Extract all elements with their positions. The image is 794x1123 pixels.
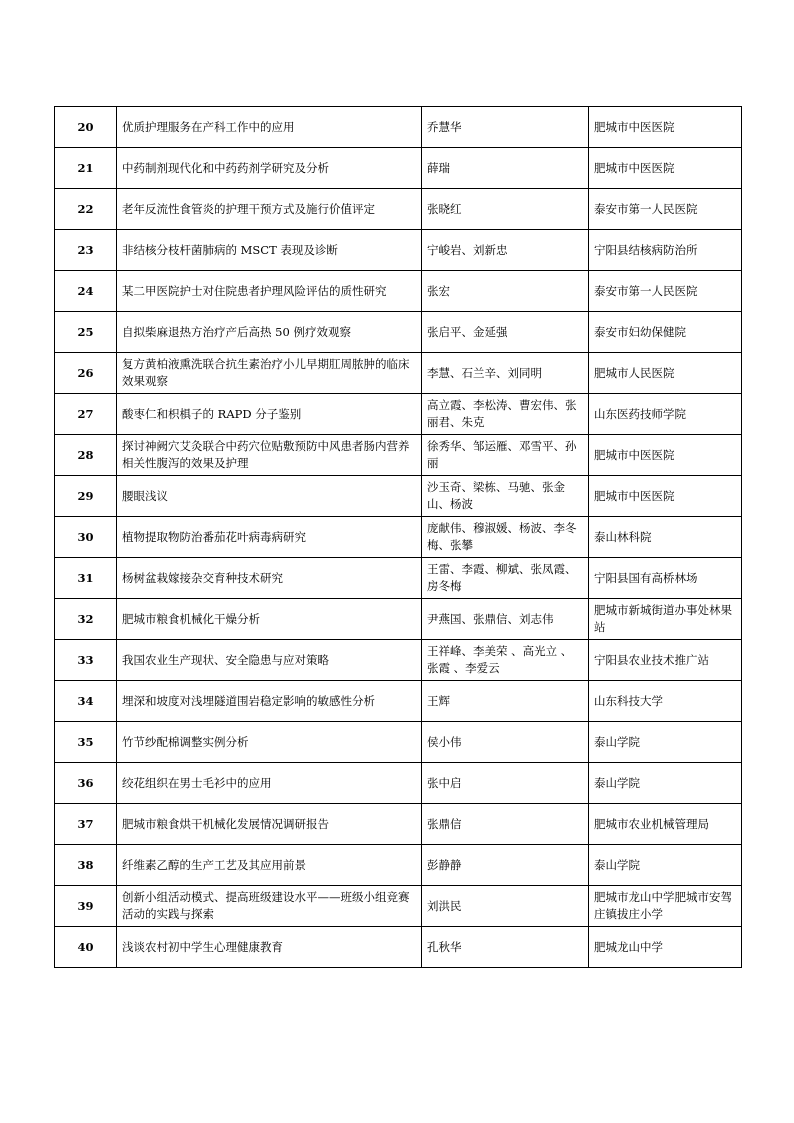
record-number: 28	[55, 435, 117, 476]
table-row	[55, 558, 742, 599]
record-title: 优质护理服务在产科工作中的应用	[117, 107, 422, 148]
record-title: 非结核分枝杆菌肺病的 MSCT 表现及诊断	[117, 230, 422, 271]
record-number: 29	[55, 476, 117, 517]
record-institution: 泰山学院	[589, 845, 742, 886]
record-institution: 山东医药技师学院	[589, 394, 742, 435]
record-institution: 肥城市龙山中学肥城市安驾庄镇拔庄小学	[589, 886, 742, 927]
table-row	[55, 517, 742, 558]
record-authors: 李慧、石兰辛、刘同明	[422, 353, 589, 394]
record-institution: 肥城市人民医院	[589, 353, 742, 394]
record-title: 杨树盆栽嫁接杂交育种技术研究	[117, 558, 422, 599]
record-institution: 山东科技大学	[589, 681, 742, 722]
table-row	[55, 599, 742, 640]
table-row	[55, 845, 742, 886]
record-number: 27	[55, 394, 117, 435]
record-authors: 尹燕国、张鼎信、刘志伟	[422, 599, 589, 640]
record-title: 某二甲医院护士对住院患者护理风险评估的质性研究	[117, 271, 422, 312]
record-institution: 肥城市农业机械管理局	[589, 804, 742, 845]
record-institution: 泰山林科院	[589, 517, 742, 558]
record-number: 31	[55, 558, 117, 599]
record-institution: 宁阳县国有高桥林场	[589, 558, 742, 599]
record-institution: 肥城龙山中学	[589, 927, 742, 968]
table-row	[55, 476, 742, 517]
record-authors: 张鼎信	[422, 804, 589, 845]
record-number: 22	[55, 189, 117, 230]
record-title: 纤维素乙醇的生产工艺及其应用前景	[117, 845, 422, 886]
table-row	[55, 148, 742, 189]
table-row	[55, 189, 742, 230]
record-authors: 王辉	[422, 681, 589, 722]
table-row	[55, 886, 742, 927]
table-row	[55, 681, 742, 722]
record-institution: 肥城市中医医院	[589, 107, 742, 148]
record-institution: 泰山学院	[589, 722, 742, 763]
record-authors: 徐秀华、邹运雁、邓雪平、孙丽	[422, 435, 589, 476]
record-title: 中药制剂现代化和中药药剂学研究及分析	[117, 148, 422, 189]
record-number: 40	[55, 927, 117, 968]
table-row	[55, 230, 742, 271]
record-title: 浅谈农村初中学生心理健康教育	[117, 927, 422, 968]
record-title: 创新小组活动模式、提高班级建设水平——班级小组竞赛活动的实践与探索	[117, 886, 422, 927]
record-number: 39	[55, 886, 117, 927]
record-number: 20	[55, 107, 117, 148]
table-row	[55, 271, 742, 312]
record-number: 32	[55, 599, 117, 640]
record-title: 腰眼浅议	[117, 476, 422, 517]
record-authors: 孔秋华	[422, 927, 589, 968]
record-authors: 刘洪民	[422, 886, 589, 927]
record-number: 30	[55, 517, 117, 558]
table-row	[55, 312, 742, 353]
record-authors: 张宏	[422, 271, 589, 312]
table-row	[55, 435, 742, 476]
record-authors: 侯小伟	[422, 722, 589, 763]
table-row	[55, 722, 742, 763]
record-institution: 泰安市妇幼保健院	[589, 312, 742, 353]
record-authors: 彭静静	[422, 845, 589, 886]
record-title: 酸枣仁和枳椇子的 RAPD 分子鉴别	[117, 394, 422, 435]
records-table	[54, 106, 742, 968]
table-row	[55, 763, 742, 804]
record-authors: 王祥峰、李美荣 、高光立 、张霞 、李爱云	[422, 640, 589, 681]
record-title: 埋深和坡度对浅埋隧道围岩稳定影响的敏感性分析	[117, 681, 422, 722]
record-institution: 宁阳县结核病防治所	[589, 230, 742, 271]
record-authors: 庞献伟、穆淑媛、杨波、李冬梅、张攀	[422, 517, 589, 558]
record-authors: 张晓红	[422, 189, 589, 230]
record-number: 34	[55, 681, 117, 722]
record-title: 复方黄柏液熏洗联合抗生素治疗小儿早期肛周脓肿的临床效果观察	[117, 353, 422, 394]
record-number: 23	[55, 230, 117, 271]
record-authors: 高立霞、李松涛、曹宏伟、张丽君、朱克	[422, 394, 589, 435]
record-authors: 乔慧华	[422, 107, 589, 148]
table-row	[55, 353, 742, 394]
record-number: 38	[55, 845, 117, 886]
table-row	[55, 640, 742, 681]
record-title: 探讨神阙穴艾灸联合中药穴位贴敷预防中风患者肠内营养相关性腹泻的效果及护理	[117, 435, 422, 476]
record-title: 植物提取物防治番茄花叶病毒病研究	[117, 517, 422, 558]
record-title: 肥城市粮食机械化干燥分析	[117, 599, 422, 640]
record-number: 33	[55, 640, 117, 681]
record-institution: 肥城市新城街道办事处林果站	[589, 599, 742, 640]
record-title: 竹节纱配棉调整实例分析	[117, 722, 422, 763]
record-authors: 薛瑞	[422, 148, 589, 189]
record-authors: 宁峻岩、刘新忠	[422, 230, 589, 271]
record-number: 26	[55, 353, 117, 394]
record-institution: 泰安市第一人民医院	[589, 189, 742, 230]
record-institution: 泰安市第一人民医院	[589, 271, 742, 312]
record-title: 自拟柴麻退热方治疗产后高热 50 例疗效观察	[117, 312, 422, 353]
table-row	[55, 107, 742, 148]
record-authors: 张启平、金延强	[422, 312, 589, 353]
record-title: 老年反流性食管炎的护理干预方式及施行价值评定	[117, 189, 422, 230]
records-body	[55, 107, 742, 968]
record-institution: 肥城市中医医院	[589, 435, 742, 476]
record-institution: 肥城市中医医院	[589, 148, 742, 189]
record-title: 我国农业生产现状、安全隐患与应对策略	[117, 640, 422, 681]
record-authors: 张中启	[422, 763, 589, 804]
record-number: 36	[55, 763, 117, 804]
table-row	[55, 394, 742, 435]
table-row	[55, 804, 742, 845]
record-authors: 沙玉奇、梁栋、马驰、张金山、杨波	[422, 476, 589, 517]
record-title: 绞花组织在男士毛衫中的应用	[117, 763, 422, 804]
record-number: 35	[55, 722, 117, 763]
table-row	[55, 927, 742, 968]
record-institution: 泰山学院	[589, 763, 742, 804]
record-institution: 宁阳县农业技术推广站	[589, 640, 742, 681]
record-number: 24	[55, 271, 117, 312]
record-number: 25	[55, 312, 117, 353]
record-number: 21	[55, 148, 117, 189]
record-authors: 王雷、李霞、柳斌、张凤霞、房冬梅	[422, 558, 589, 599]
record-institution: 肥城市中医医院	[589, 476, 742, 517]
record-title: 肥城市粮食烘干机械化发展情况调研报告	[117, 804, 422, 845]
record-number: 37	[55, 804, 117, 845]
